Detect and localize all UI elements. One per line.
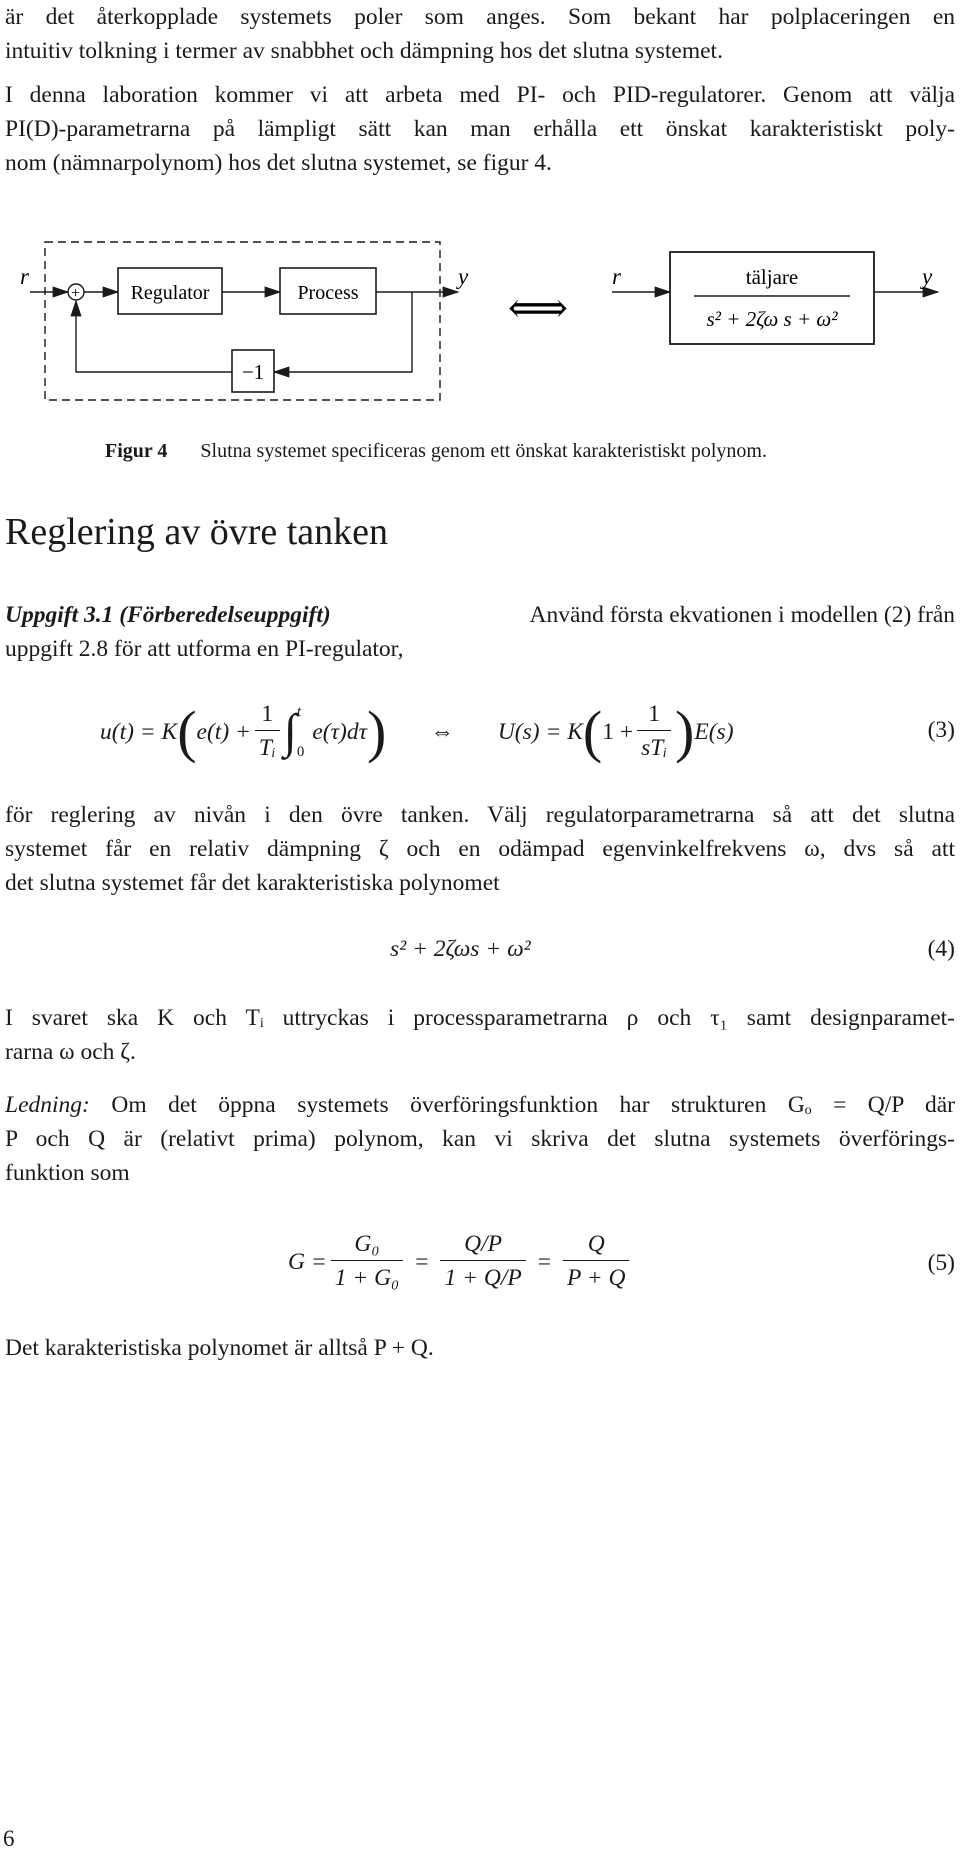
hint-line1-rest: Om det öppna systemets överföringsfunktion har strukturen Gₒ = Q/P där: [111, 1092, 956, 1118]
eq5-fraction-1: [331, 1228, 404, 1295]
eq5-fraction-2: [440, 1228, 525, 1295]
eq3-paren2-close: ): [675, 698, 695, 764]
eq5-f3-num: Q: [587, 1231, 605, 1257]
eq3-paren-open: (: [177, 698, 197, 764]
eq5-fraction-3: [563, 1228, 630, 1295]
sum-symbol: +: [71, 285, 81, 302]
eq3-frac-num: 1: [261, 701, 274, 727]
process-label: Process: [297, 282, 359, 304]
text-line: nom (nämnarpolynom) hos det slutna systemet, se figur 4.: [5, 150, 552, 176]
task-line-2: uppgift 2.8 för att utforma en PI-regulator,: [5, 636, 404, 662]
eq5-lhs: G =: [288, 1248, 327, 1275]
task-text: Använd första ekvationen i modellen (2) från: [529, 602, 955, 628]
eq5-equals-a: =: [415, 1248, 429, 1275]
text-line: systemet får en relativ dämpning ζ och en odämpad egenvinkelfrekvens ω, dvs så att: [5, 836, 955, 862]
regulator-label: Regulator: [130, 282, 210, 304]
eq3-integral-sign: ∫: [283, 704, 297, 758]
task-block: [5, 598, 955, 666]
caption-text: Slutna systemet specificeras genom ett önskat karakteristiskt polynom.: [200, 440, 767, 462]
eq3-paren2-open: (: [582, 698, 603, 764]
eq3-int-lower: 0: [296, 743, 305, 760]
eq3-e-term: e(t) +: [196, 718, 251, 745]
rhs-output-label: y: [922, 264, 933, 289]
eq3-lhs: u(t) = K: [100, 718, 178, 745]
eq3-fraction: [255, 698, 280, 765]
eq5-f1-num: G₀: [354, 1231, 380, 1257]
eq3-int-upper: t: [296, 703, 302, 720]
eq3-frac2-den: sTᵢ: [637, 730, 671, 765]
task-title: Uppgift 3.1 (Förberedelseuppgift): [5, 602, 331, 628]
output-label: y: [458, 264, 469, 289]
input-label: r: [20, 264, 29, 289]
answer-paragraph: [5, 1001, 955, 1069]
requirements-paragraph: [5, 798, 955, 900]
eq5-f3-den: P + Q: [563, 1260, 630, 1295]
text-line: P och Q är (relativt prima) polynom, kan vi skriva det slutna systemets överförings-: [5, 1126, 955, 1152]
feedback-gain-label: −1: [241, 360, 265, 384]
eq3-number: (3): [927, 717, 955, 743]
hint-paragraph: [5, 1088, 955, 1190]
section-heading: Reglering av övre tanken: [5, 511, 389, 553]
tf-denominator: s² + 2ζω s + ω²: [706, 307, 838, 331]
block-diagram: [0, 0, 960, 420]
text-line: för reglering av nivån i den övre tanken. Välj regulatorparametrarna så att det slutna: [5, 802, 955, 828]
eq3-integral-limits: [297, 703, 305, 761]
eq5-equals-b: =: [537, 1248, 551, 1275]
eq3-frac-den: Tᵢ: [255, 730, 280, 765]
eq4-expr: s² + 2ζωs + ω²: [390, 936, 531, 962]
hint-lead: Ledning:: [5, 1092, 90, 1118]
task-line-1: [5, 598, 955, 632]
eq5-number: (5): [927, 1250, 955, 1276]
text-line: [5, 1088, 955, 1122]
eq3-fraction-2: [637, 698, 671, 765]
text-line: intuitiv tolkning i termer av snabbhet och dämpning hos det slutna systemet.: [5, 38, 723, 64]
eq3-integrand: e(τ)dτ: [312, 718, 367, 745]
text-line: rarna ω och ζ.: [5, 1039, 136, 1065]
text-line: Det karakteristiska polynomet är alltså P + Q.: [5, 1335, 434, 1361]
equation-5: [0, 1228, 960, 1308]
text-line: PI(D)-parametrarna på lämpligt sätt kan man erhålla ett önskat karakteristiskt poly-: [5, 116, 955, 142]
text-line: funktion som: [5, 1160, 130, 1186]
eq5-f1-den: 1 + G₀: [331, 1260, 404, 1295]
tf-numerator: täljare: [745, 265, 799, 289]
equation-4: [0, 932, 960, 972]
figure-caption: [105, 438, 767, 464]
eq3-one-plus: 1 +: [602, 718, 634, 745]
eq3-frac2-num: 1: [648, 701, 660, 727]
text-line: det slutna systemet får det karakteristiska polynomet: [5, 870, 500, 896]
equation-3: [0, 690, 960, 770]
eq3-iff: ⇔: [430, 718, 454, 745]
conclusion-paragraph: [5, 1331, 955, 1365]
page-number: 6: [3, 1826, 15, 1851]
text-line: I svaret ska K och Tᵢ uttryckas i processparametrarna ρ och τ₁ samt designparamet-: [5, 1005, 955, 1031]
text-line: är det återkopplade systemets poler som anges. Som bekant har polplaceringen en: [5, 4, 955, 30]
eq3-rhs-end: E(s): [694, 718, 734, 745]
eq5-f2-den: 1 + Q/P: [440, 1260, 525, 1295]
eq5-f2-num: Q/P: [464, 1231, 503, 1257]
eq3-rhs: U(s) = K: [497, 718, 583, 745]
caption-label: Figur 4: [105, 440, 168, 462]
text-line: I denna laboration kommer vi att arbeta med PI- och PID-regulatorer. Genom att välja: [5, 82, 955, 108]
eq3-paren-close: ): [367, 698, 387, 764]
rhs-input-label: r: [612, 264, 621, 289]
eq4-number: (4): [927, 936, 955, 962]
equivalence-symbol: ⟺: [507, 286, 569, 332]
